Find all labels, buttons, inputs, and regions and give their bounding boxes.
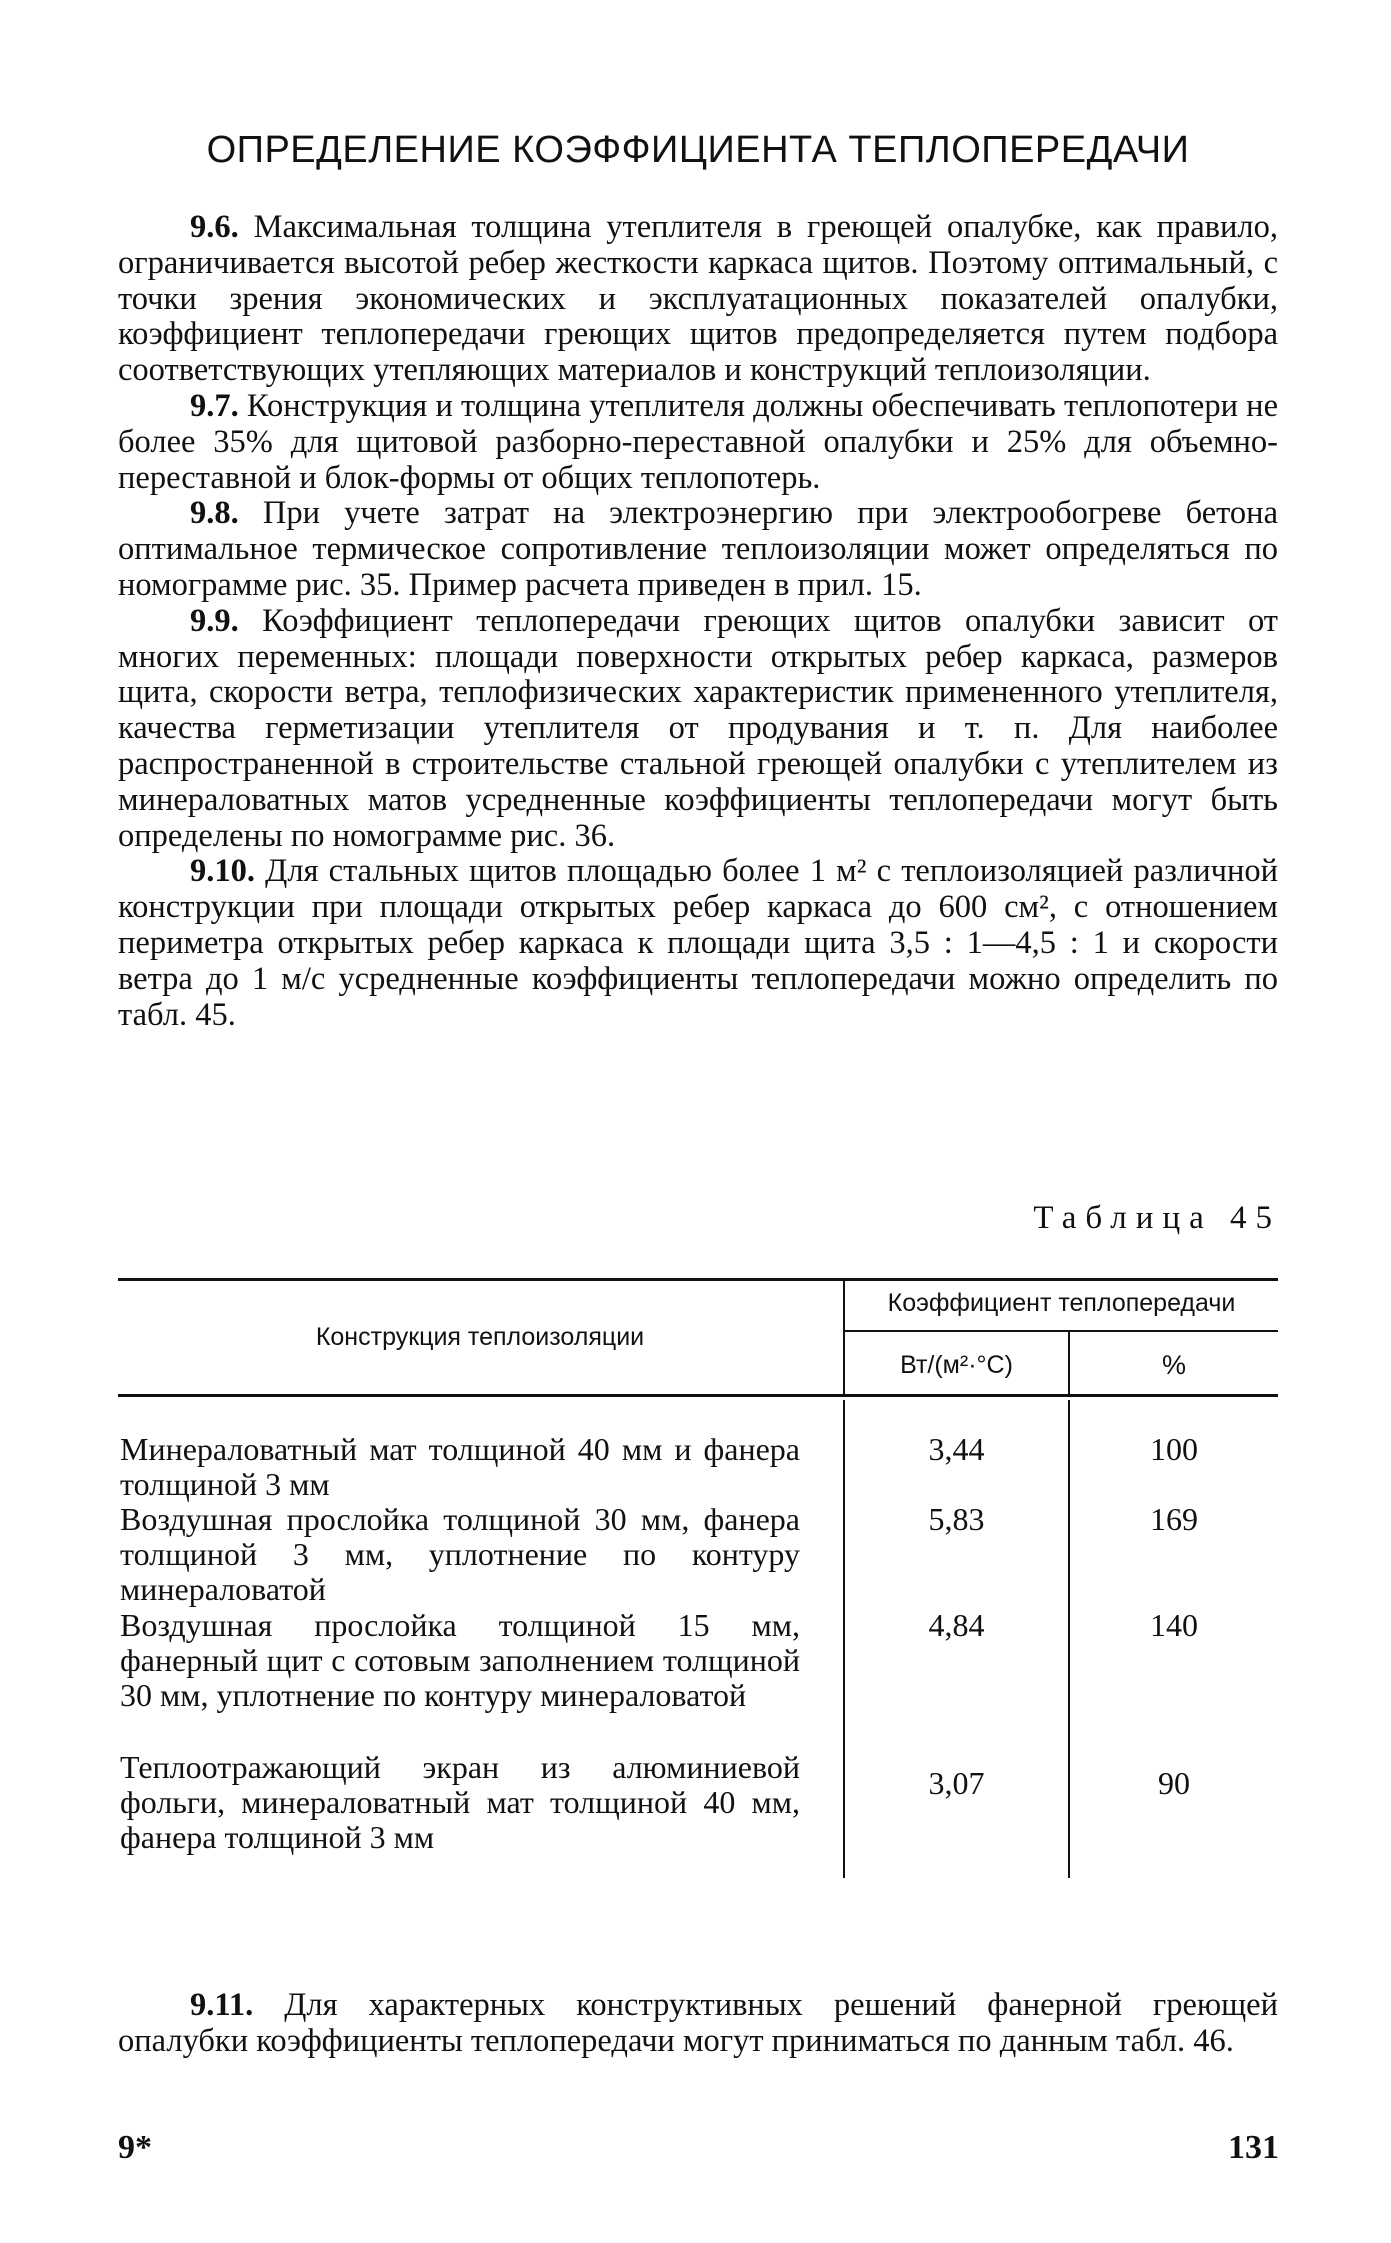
paragraph-text: При учете затрат на электроэнергию при электрообогреве бетона оптимальное термическое сопротивление теплоизоляции может определяться по номограмме рис. 35. Пример расчета приведен в прил. 15. <box>118 495 1278 603</box>
paragraph-number: 9.10. <box>190 853 255 890</box>
paragraph-number: 9.6. <box>190 209 239 245</box>
paragraph-9-10 <box>118 854 1278 1033</box>
header-coefficient: Коэффициент теплопередачи <box>887 1289 1236 1317</box>
paragraph-9-8 <box>118 496 1278 603</box>
header-percent: % <box>1161 1350 1186 1380</box>
paragraph-9-6 <box>118 210 1278 389</box>
paragraph-text: Максимальная толщина утеплителя в греющей опалубке, как правило, ограничивается высотой ребер жесткости каркаса щитов. Поэтому оптимальный, с точки зрения экономических и эксплуатационных показателей опалубки, коэффициент теплопередачи греющих щитов предопределяется путем подбора соответствующих утепляющих материалов и конструкций теплоизоляции. <box>118 209 1278 389</box>
table-row-1-pct: 100 <box>1150 1431 1198 1467</box>
table-row-2-desc: Воздушная прослойка толщиной 30 мм, фанера толщиной 3 мм, уплотнение по контуру минераловатой <box>120 1501 800 1607</box>
table-row-4-desc: Теплоотражающий экран из алюминиевой фольги, минераловатный мат толщиной 40 мм, фанера толщиной 3 мм <box>120 1749 800 1855</box>
table-row-4-pct: 90 <box>1158 1765 1190 1801</box>
table-caption: Таблица 45 <box>1033 1200 1281 1236</box>
table-row-2-value: 5,83 <box>928 1501 985 1537</box>
paragraph-number: 9.8. <box>190 495 239 532</box>
paragraph-9-7 <box>118 389 1278 496</box>
paragraph-9-9 <box>118 604 1278 855</box>
paragraph-number: 9.9. <box>190 602 239 639</box>
section-heading: ОПРЕДЕЛЕНИЕ КОЭФФИЦИЕНТА ТЕПЛОПЕРЕДАЧИ <box>206 129 1190 171</box>
table-subheader-rule <box>845 1330 1278 1332</box>
paragraph-text: Коэффициент теплопередачи греющих щитов опалубки зависит от многих переменных: площади поверхности открытых ребер каркаса, размеров щита, скорости ветра, теплофизических характеристик примененного утеплителя, качества герметизации утеплителя от продувания и т. п. Для наиболее распространенной в строительстве стальной греющей опалубки с утеплителем из минераловатных матов усредненные коэффициенты теплопередачи могут быть определены по номограмме рис. 36. <box>118 602 1278 854</box>
table-row-3-value: 4,84 <box>928 1607 985 1643</box>
table-row-4-value: 3,07 <box>928 1765 985 1801</box>
table-header-bottom-rule <box>118 1394 1278 1397</box>
table-row-2-pct: 169 <box>1150 1501 1198 1537</box>
page-number: 131 <box>1228 2129 1279 2166</box>
table-row-1-value: 3,44 <box>928 1431 985 1467</box>
paragraph-text: Конструкция и толщина утеплителя должны обеспечивать теплопотери не более 35% для щитовой разборно-переставной опалубки и 25% для объемно-переставной и блок-формы от общих теплопотерь. <box>118 387 1278 496</box>
paragraph-number: 9.11. <box>190 1987 254 2023</box>
table-row-3-pct: 140 <box>1150 1607 1198 1643</box>
signature-mark: 9* <box>118 2129 152 2166</box>
paragraph-9-11 <box>118 1988 1278 2060</box>
table-top-rule <box>118 1278 1278 1281</box>
header-unit: Вт/(м²·°С) <box>900 1351 1013 1379</box>
paragraph-text: Для характерных конструктивных решений фанерной греющей опалубки коэффициенты теплопередачи могут приниматься по данным табл. 46. <box>118 1987 1278 2059</box>
table-row-3-desc: Воздушная прослойка толщиной 15 мм, фанерный щит с сотовым заполнением толщиной 30 мм, уплотнение по контуру минераловатой <box>120 1607 800 1713</box>
body-text-block <box>118 210 1278 1033</box>
paragraph-text: Для стальных щитов площадью более 1 м² с теплоизоляцией различной конструкции при площади открытых ребер каркаса до 600 см², с отношением периметра открытых ребер каркаса к площади щита 3,5 : 1—4,5 : 1 и скорости ветра до 1 м/с усредненные коэффициенты теплопередачи можно определить по табл. 45. <box>118 853 1278 1033</box>
header-construction: Конструкция теплоизоляции <box>315 1323 645 1351</box>
after-table-text <box>118 1988 1278 2060</box>
paragraph-number: 9.7. <box>190 387 239 424</box>
table-row-1-desc: Минераловатный мат толщиной 40 мм и фанера толщиной 3 мм <box>120 1431 800 1502</box>
